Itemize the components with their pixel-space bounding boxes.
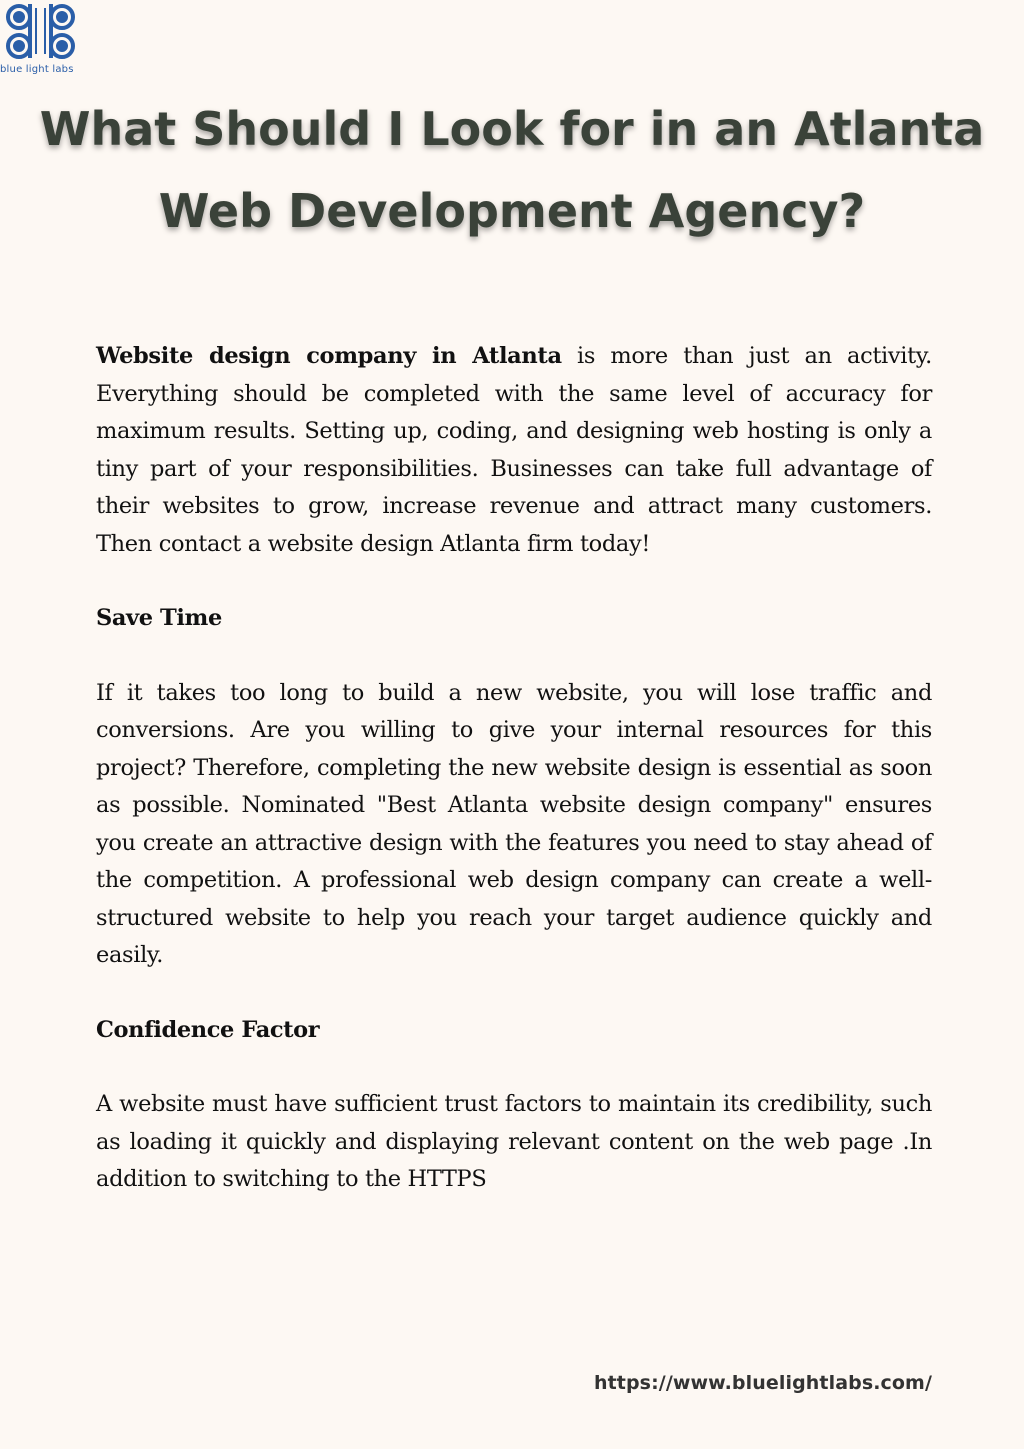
footer-website-link[interactable]: https://www.bluelightlabs.com/ — [593, 1372, 932, 1394]
title-line-1: What Should I Look for in an Atlanta — [39, 102, 985, 156]
section-body-confidence-factor: A website must have sufficient trust factors to maintain its credibility, such as loading it quickly and displaying relevant content on the web page .In addition to switching to the HTTPS — [96, 1091, 932, 1192]
company-logo[interactable] — [0, 0, 90, 80]
logo-text: blue light labs — [0, 64, 74, 75]
section-body-save-time: If it takes too long to build a new website, you will lose traffic and conversions. Are you willing to give your internal resources for this project? Therefore, completing the new website design is essential as soon as possible. Nominated "Best Atlanta website design company" ensures you create an attractive design with the features you need to stay ahead of the competition. A professional web design company can create a well-structured website to help you reach your target audience quickly and easily. — [96, 679, 932, 968]
intro-paragraph — [96, 338, 932, 563]
title-line-2: Web Development Agency? — [158, 184, 866, 238]
section-heading-save-time: Save Time — [96, 605, 222, 631]
intro-lead: Website design company in Atlanta — [96, 343, 562, 369]
section-heading-confidence-factor: Confidence Factor — [96, 1016, 320, 1043]
intro-rest: is more than just an activity. Everything should be completed with the same level of accuracy for maximum results. Setting up, coding, and designing web hosting is only a tiny part of your responsibilities. Businesses can take full advantage of their websites to grow, increase revenue and attract many customers. Then contact a website design Atlanta firm today! — [96, 343, 932, 557]
article-body — [96, 338, 932, 1199]
blue-light-labs-logo-icon — [0, 0, 86, 68]
page-title — [0, 88, 1024, 252]
